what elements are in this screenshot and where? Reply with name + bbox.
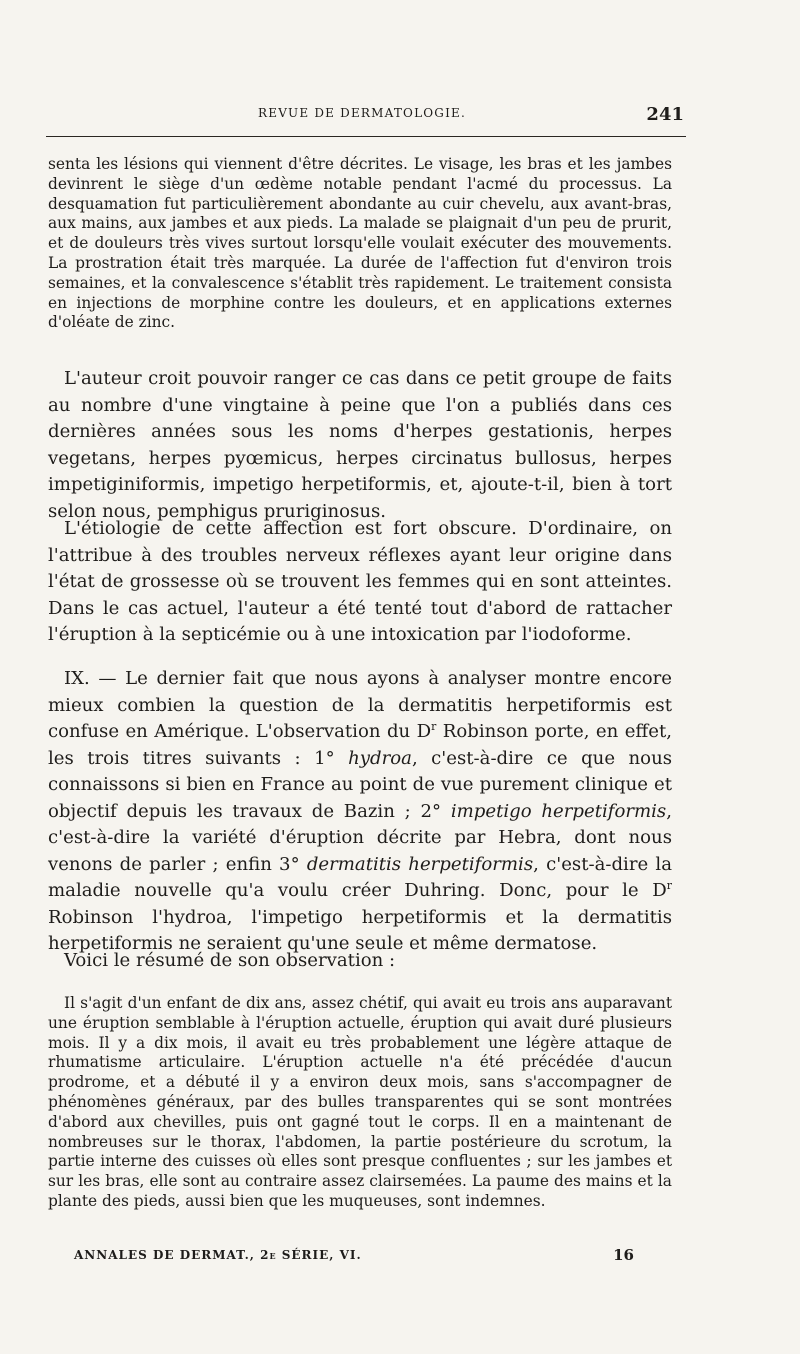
paragraph-text: L'étiologie de cette affection est fort obscure. D'ordinaire, on l'attribue à des troubles nerveux réflexes ayant leur origine dans l'état de grossesse où se trouvent les femmes qui en sont atteintes. Dans le cas actuel, l'auteur a été tenté tout d'abord de rattacher l'éruption à la septicémie ou à une intoxication par l'iodoforme. bbox=[48, 518, 672, 645]
italic-term: impetigo herpetiformis bbox=[450, 800, 667, 822]
paragraph-text: Il s'agit d'un enfant de dix ans, assez chétif, qui avait eu trois ans auparavant une éruption semblable à l'éruption actuelle, éruption qui avait duré plusieurs mois. Il y a dix mois, il avait eu très probablement une légère attaque de rhumatisme articulaire. L'éruption actuelle n'a été précédée d'aucun prodrome, et a débuté il y a environ deux mois, sans s'accompagner de phénomènes généraux, par des bulles transparentes qui se sont montrées d'abord aux chevilles, puis ont gagné tout le corps. Il en a maintenant de nombreuses sur le thorax, l'abdomen, la partie postérieure du scrotum, la partie interne des cuisses où elles sont presque confluentes ; sur les jambes et sur les bras, elle sont au contraire assez clairsemées. La paume des mains et la plante des pieds, aussi bien que les muqueuses, sont indemnes. bbox=[48, 994, 672, 1210]
paragraph-text bbox=[48, 666, 672, 958]
superscript: r bbox=[431, 719, 437, 733]
italic-term: dermatitis herpetiformis bbox=[306, 853, 534, 875]
paragraph-observation-summary bbox=[48, 994, 672, 1212]
paragraph-text: senta les lésions qui viennent d'être décrites. Le visage, les bras et les jambes devinrent le siège d'un œdème notable pendant l'acmé du processus. La desquamation fut particulièrement abondante au cuir chevelu, aux avant-bras, aux mains, aux jambes et aux pieds. La malade se plaignait d'un peu de prurit, et de douleurs très vives surtout lorsqu'elle voulait exécuter des mouvements. La prostration était très marquée. La durée de l'affection fut d'environ trois semaines, et la convalescence s'établit très rapidement. Le traitement consista en injections de morphine contre les douleurs, et en applications externes d'oléate de zinc. bbox=[48, 155, 672, 332]
header-rule bbox=[46, 136, 686, 137]
page-header bbox=[48, 104, 684, 128]
italic-term: hydroa bbox=[348, 747, 412, 769]
footer-journal: ANNALES DE DERMAT., 2e SÉRIE, VI. bbox=[74, 1248, 362, 1262]
paragraph-text: Voici le résumé de son observation : bbox=[64, 950, 396, 971]
text-run: , c'est-à-dire ce que nous connaissons si bien en France au point de vue purement clinique et objectif depuis les travaux de Bazin ; 2° bbox=[48, 747, 673, 822]
superscript: r bbox=[666, 878, 672, 892]
paragraph-author-classification bbox=[48, 366, 672, 525]
page-number: 241 bbox=[646, 104, 684, 125]
paragraph-etiology bbox=[48, 516, 672, 649]
paragraph-text: L'auteur croit pouvoir ranger ce cas dans ce petit groupe de faits au nombre d'une vingtaine à peine que l'on a publiés dans ces dernières années sous les noms d'herpes gestationis, herpes vegetans, herpes pyœmicus, herpes circinatus bullosus, herpes impetiginiformis, impetigo herpetiformis, et, ajoute-t-il, bien à tort selon nous, pemphigus pruriginosus. bbox=[48, 368, 672, 522]
text-run: Robinson l'hydroa, l'impetigo herpetiformis et la dermatitis herpetiformis ne seraient qu'une seule et même dermatose. bbox=[48, 906, 672, 954]
running-title: REVUE DE DERMATOLOGIE. bbox=[258, 106, 467, 120]
paragraph-section-ix bbox=[48, 666, 672, 958]
text-run: , c'est-à-dire la variété d'éruption décrite par Hebra, dont nous venons de parler ; enfin 3° bbox=[48, 800, 672, 875]
signature-mark: 16 bbox=[613, 1246, 634, 1264]
text-run: IX. — Le dernier fait que nous ayons à analyser montre encore mieux combien la question de la dermatitis herpetiformis est confuse en Amérique. L'observation du D bbox=[48, 668, 672, 742]
text-run: , c'est-à-dire la maladie nouvelle qu'a voulu créer Duhring. Donc, pour le D bbox=[48, 853, 672, 901]
paragraph-continuation bbox=[48, 155, 672, 333]
paragraph-observation-intro bbox=[48, 948, 672, 975]
text-run: Robinson porte, en effet, les trois titres suivants : 1° bbox=[48, 721, 673, 769]
page-footer bbox=[74, 1246, 634, 1266]
